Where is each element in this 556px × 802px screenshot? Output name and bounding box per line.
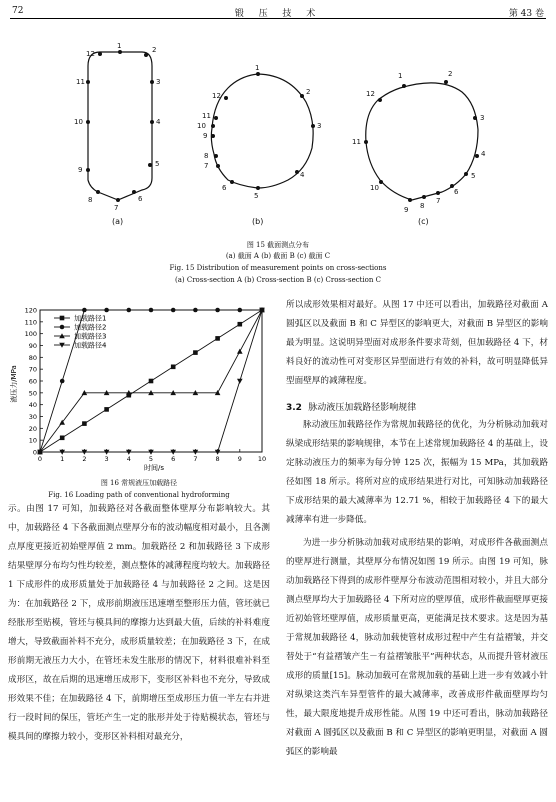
cross-section-a [88, 52, 152, 200]
right-column-text-3 [286, 534, 548, 762]
point-label: 12 [86, 50, 95, 58]
data-point [193, 308, 198, 313]
point-label: 7 [204, 162, 209, 170]
figure-16-chart [8, 302, 270, 474]
data-point [171, 365, 176, 370]
data-point [171, 308, 176, 313]
y-tick-label: 70 [28, 365, 37, 374]
point-label: 2 [152, 46, 157, 54]
point-label: 2 [306, 88, 311, 96]
point-label: 6 [138, 195, 143, 203]
point-label: 4 [300, 171, 305, 179]
point-label: 4 [481, 150, 486, 158]
point-label: 1 [255, 64, 260, 72]
header-rule [10, 18, 546, 19]
page-number: 72 [12, 6, 24, 16]
paragraph: 脉动液压加载路径作为常规加载路径的优化，为分析脉动加载对纵梁成形结果的影响规律，本节在上述常规加载路径 4 的基础上，设定脉动液压力的频率为每分钟 125 次，振幅为 15 MPa，其加载路径如图 18 所示。将所对应的成形结果进行对比，可知脉动加载路径下成形结果的最大减薄率为 12.71 %，相较于加载路径 4 下的最大减薄率有进一步降低。 [286, 420, 548, 525]
y-tick-label: 30 [28, 413, 37, 421]
point-label: 1 [117, 42, 122, 50]
panel-label: (a) [112, 217, 124, 226]
figure-15 [0, 30, 556, 238]
data-point [215, 336, 220, 341]
x-tick-label: 1 [60, 455, 65, 463]
point-label: 9 [78, 166, 83, 174]
legend-label: 加载路径2 [74, 323, 107, 332]
paragraph: 示。由图 17 可知，加载路径对各截面整体壁厚分布影响较大。其中，加载路径 4 下各截面测点壁厚分布的波动幅度相对最小，且各测点厚度更接近初始壁厚值 2 mm。加载路径 2 和加载路径 3 下成形结果壁厚分布均匀性均较差，测点整体的减薄程度均较大。加载路径 1 下成形件的成形质量处于加载路径 4 与加载路径 2 之间。这是因为：在加载路径 2 下，成形前期液压迅速增至整形压力值，管坯就已经胀形至贴模，管坯与模具间的摩擦力达到最大值，后续的补料难度增大，导致截面补料不充分，成形质量较差；在加载路径 3 下，在成形前期无液压力大小，在管坯未发生胀形的情况下，材料很难补料至成形区，故在后期的迅速增压成形下，变形区补料也不充分，导致成形效果不佳；在加载路径 4 下，前期增压至成形压力值一半左右并进行一段时间的保压，管坯产生一定的胀形并处于待贴模状态，管坯与模具间的摩擦力较小，变形区补料相对最充分， [8, 504, 270, 742]
data-point [149, 379, 154, 384]
y-tick-label: 80 [28, 353, 37, 362]
x-tick-label: 3 [104, 455, 109, 463]
panel-label: (b) [252, 217, 264, 226]
data-point [127, 308, 132, 313]
cross-section-a-outline [88, 52, 152, 200]
point-label: 9 [203, 132, 208, 140]
cross-section-b-points [197, 64, 321, 226]
point-label: 2 [448, 70, 453, 78]
fig15-caption-en: Fig. 15 Distribution of measurement points on cross-sections [169, 264, 387, 272]
point-label: 5 [254, 192, 259, 200]
point-label: 11 [202, 112, 211, 120]
data-point [215, 308, 220, 313]
x-tick-label: 5 [148, 455, 154, 463]
point-label: 6 [454, 188, 459, 196]
data-point [60, 379, 65, 384]
data-point [60, 325, 65, 330]
section-heading [286, 400, 416, 413]
x-axis-label: 时间/s [143, 464, 165, 472]
x-tick-label: 6 [171, 455, 176, 463]
journal-title: 锻 压 技 术 [234, 9, 322, 19]
left-column-text [8, 500, 270, 747]
y-tick-label: 100 [24, 330, 37, 339]
x-tick-label: 4 [126, 455, 131, 463]
legend-label: 加载路径4 [74, 341, 107, 350]
data-point [238, 308, 243, 313]
paragraph: 所以成形效果相对最好。从图 17 中还可以看出，加载路径对截面 A 圆弧区以及截面 B 和 C 异型区的影响更大，对截面 B 异型区的影响最为明显。这说明异型面对成形条件要求苛刻，但加载路径 4 下，材料良好的流动性可对变形区异型面进行有效的补料，故可明显降低异型面壁厚的减薄程度。 [286, 300, 548, 386]
y-tick-label: 20 [28, 424, 37, 433]
point-label: 8 [420, 202, 425, 210]
point-label: 5 [471, 172, 476, 180]
legend-label: 加载路径1 [74, 314, 107, 323]
data-point [104, 407, 109, 412]
y-tick-label: 50 [28, 389, 37, 398]
point-label: 3 [317, 122, 322, 130]
point-label: 8 [88, 196, 93, 204]
fig15-subcaption-en: (a) Cross-section A (b) Cross-section B (c) Cross-section C [174, 276, 381, 284]
data-point [237, 379, 243, 384]
fig15-caption-cn: 图 15 截面测点分布 [246, 241, 310, 249]
point-label: 11 [76, 78, 85, 86]
point-label: 3 [156, 78, 161, 86]
x-tick-label: 8 [215, 455, 220, 463]
point-label: 10 [370, 184, 379, 192]
data-point [60, 436, 65, 441]
panel-label: (c) [418, 217, 429, 226]
point-label: 12 [212, 92, 221, 100]
right-column-text-2 [286, 416, 548, 530]
x-tick-label: 9 [237, 455, 242, 463]
point-label: 4 [156, 118, 161, 126]
data-point [238, 322, 243, 327]
fig16-caption-en: Fig. 16 Loading path of conventional hydroforming [48, 491, 230, 499]
data-point [104, 308, 109, 313]
data-point [60, 316, 65, 321]
x-tick-label: 2 [82, 455, 87, 463]
legend-label: 加载路径3 [74, 332, 107, 341]
fig15-subcaption-cn: (a) 截面 A (b) 截面 B (c) 截面 C [225, 252, 331, 260]
point-label: 6 [222, 184, 227, 192]
x-tick-label: 10 [257, 455, 267, 463]
y-tick-label: 10 [28, 436, 37, 445]
section-title: 脉动液压加载路径影响规律 [308, 403, 417, 413]
volume-label: 第 43 卷 [508, 9, 544, 19]
point-label: 10 [197, 122, 206, 130]
y-tick-label: 0 [32, 448, 37, 457]
y-axis-label: 液压力/MPa [10, 365, 18, 403]
x-tick-label: 0 [37, 455, 43, 463]
cross-section-c-points [352, 70, 486, 226]
point-label: 5 [155, 160, 160, 168]
data-point [82, 421, 87, 426]
right-column-text [286, 296, 548, 391]
y-tick-label: 110 [24, 318, 37, 327]
y-tick-label: 90 [28, 342, 37, 350]
x-tick-label: 7 [193, 455, 198, 463]
point-label: 12 [366, 90, 375, 98]
point-label: 9 [404, 206, 409, 214]
fig16-caption-cn: 图 16 常规液压加载路径 [100, 479, 178, 487]
data-point [193, 350, 198, 355]
point-label: 11 [352, 138, 361, 146]
point-label: 10 [74, 118, 83, 126]
cross-section-a-points [74, 42, 161, 226]
data-point [237, 349, 243, 354]
point-label: 3 [480, 114, 485, 122]
point-label: 7 [114, 204, 119, 212]
point-label: 7 [436, 197, 441, 205]
point-label: 1 [398, 72, 403, 80]
y-tick-label: 60 [28, 377, 37, 386]
data-point [82, 308, 87, 313]
section-number: 3.2 [286, 403, 302, 413]
point-label: 8 [204, 152, 209, 160]
y-tick-label: 120 [24, 306, 37, 315]
data-point [149, 308, 154, 313]
paragraph: 为进一步分析脉动加载对成形结果的影响，对成形件各截面测点的壁厚进行测量，其壁厚分布情况如图 19 所示。由图 19 可知，脉动加载路径下得到的成形件壁厚分布波动范围相对较小，并且大部分测点壁厚均大于加载路径 4 下所对应的壁厚值，成形件截面壁厚更接近初始管坯壁厚值，成形质量更高，更能满足技术要求。这是因为基于常规加载路径 4，脉动加载使管材成形过程中产生有益褶皱，并交替处于“有益褶皱产生－有益褶皱胀平”两种状态，从而提升管材液压成形的质量[15]。脉动加载可在常规加载的基础上进一步有效减小针对纵梁这类汽车异型管件的最大减薄率，改善成形件截面壁厚均匀性，最大限度地提升成形性能。从图 19 中还可看出，脉动加载路径对截面 A 圆弧区以及截面 B 和 C 异型区的影响更明显，对截面 A 圆弧区的影响最 [286, 538, 549, 757]
y-tick-label: 40 [28, 401, 37, 410]
